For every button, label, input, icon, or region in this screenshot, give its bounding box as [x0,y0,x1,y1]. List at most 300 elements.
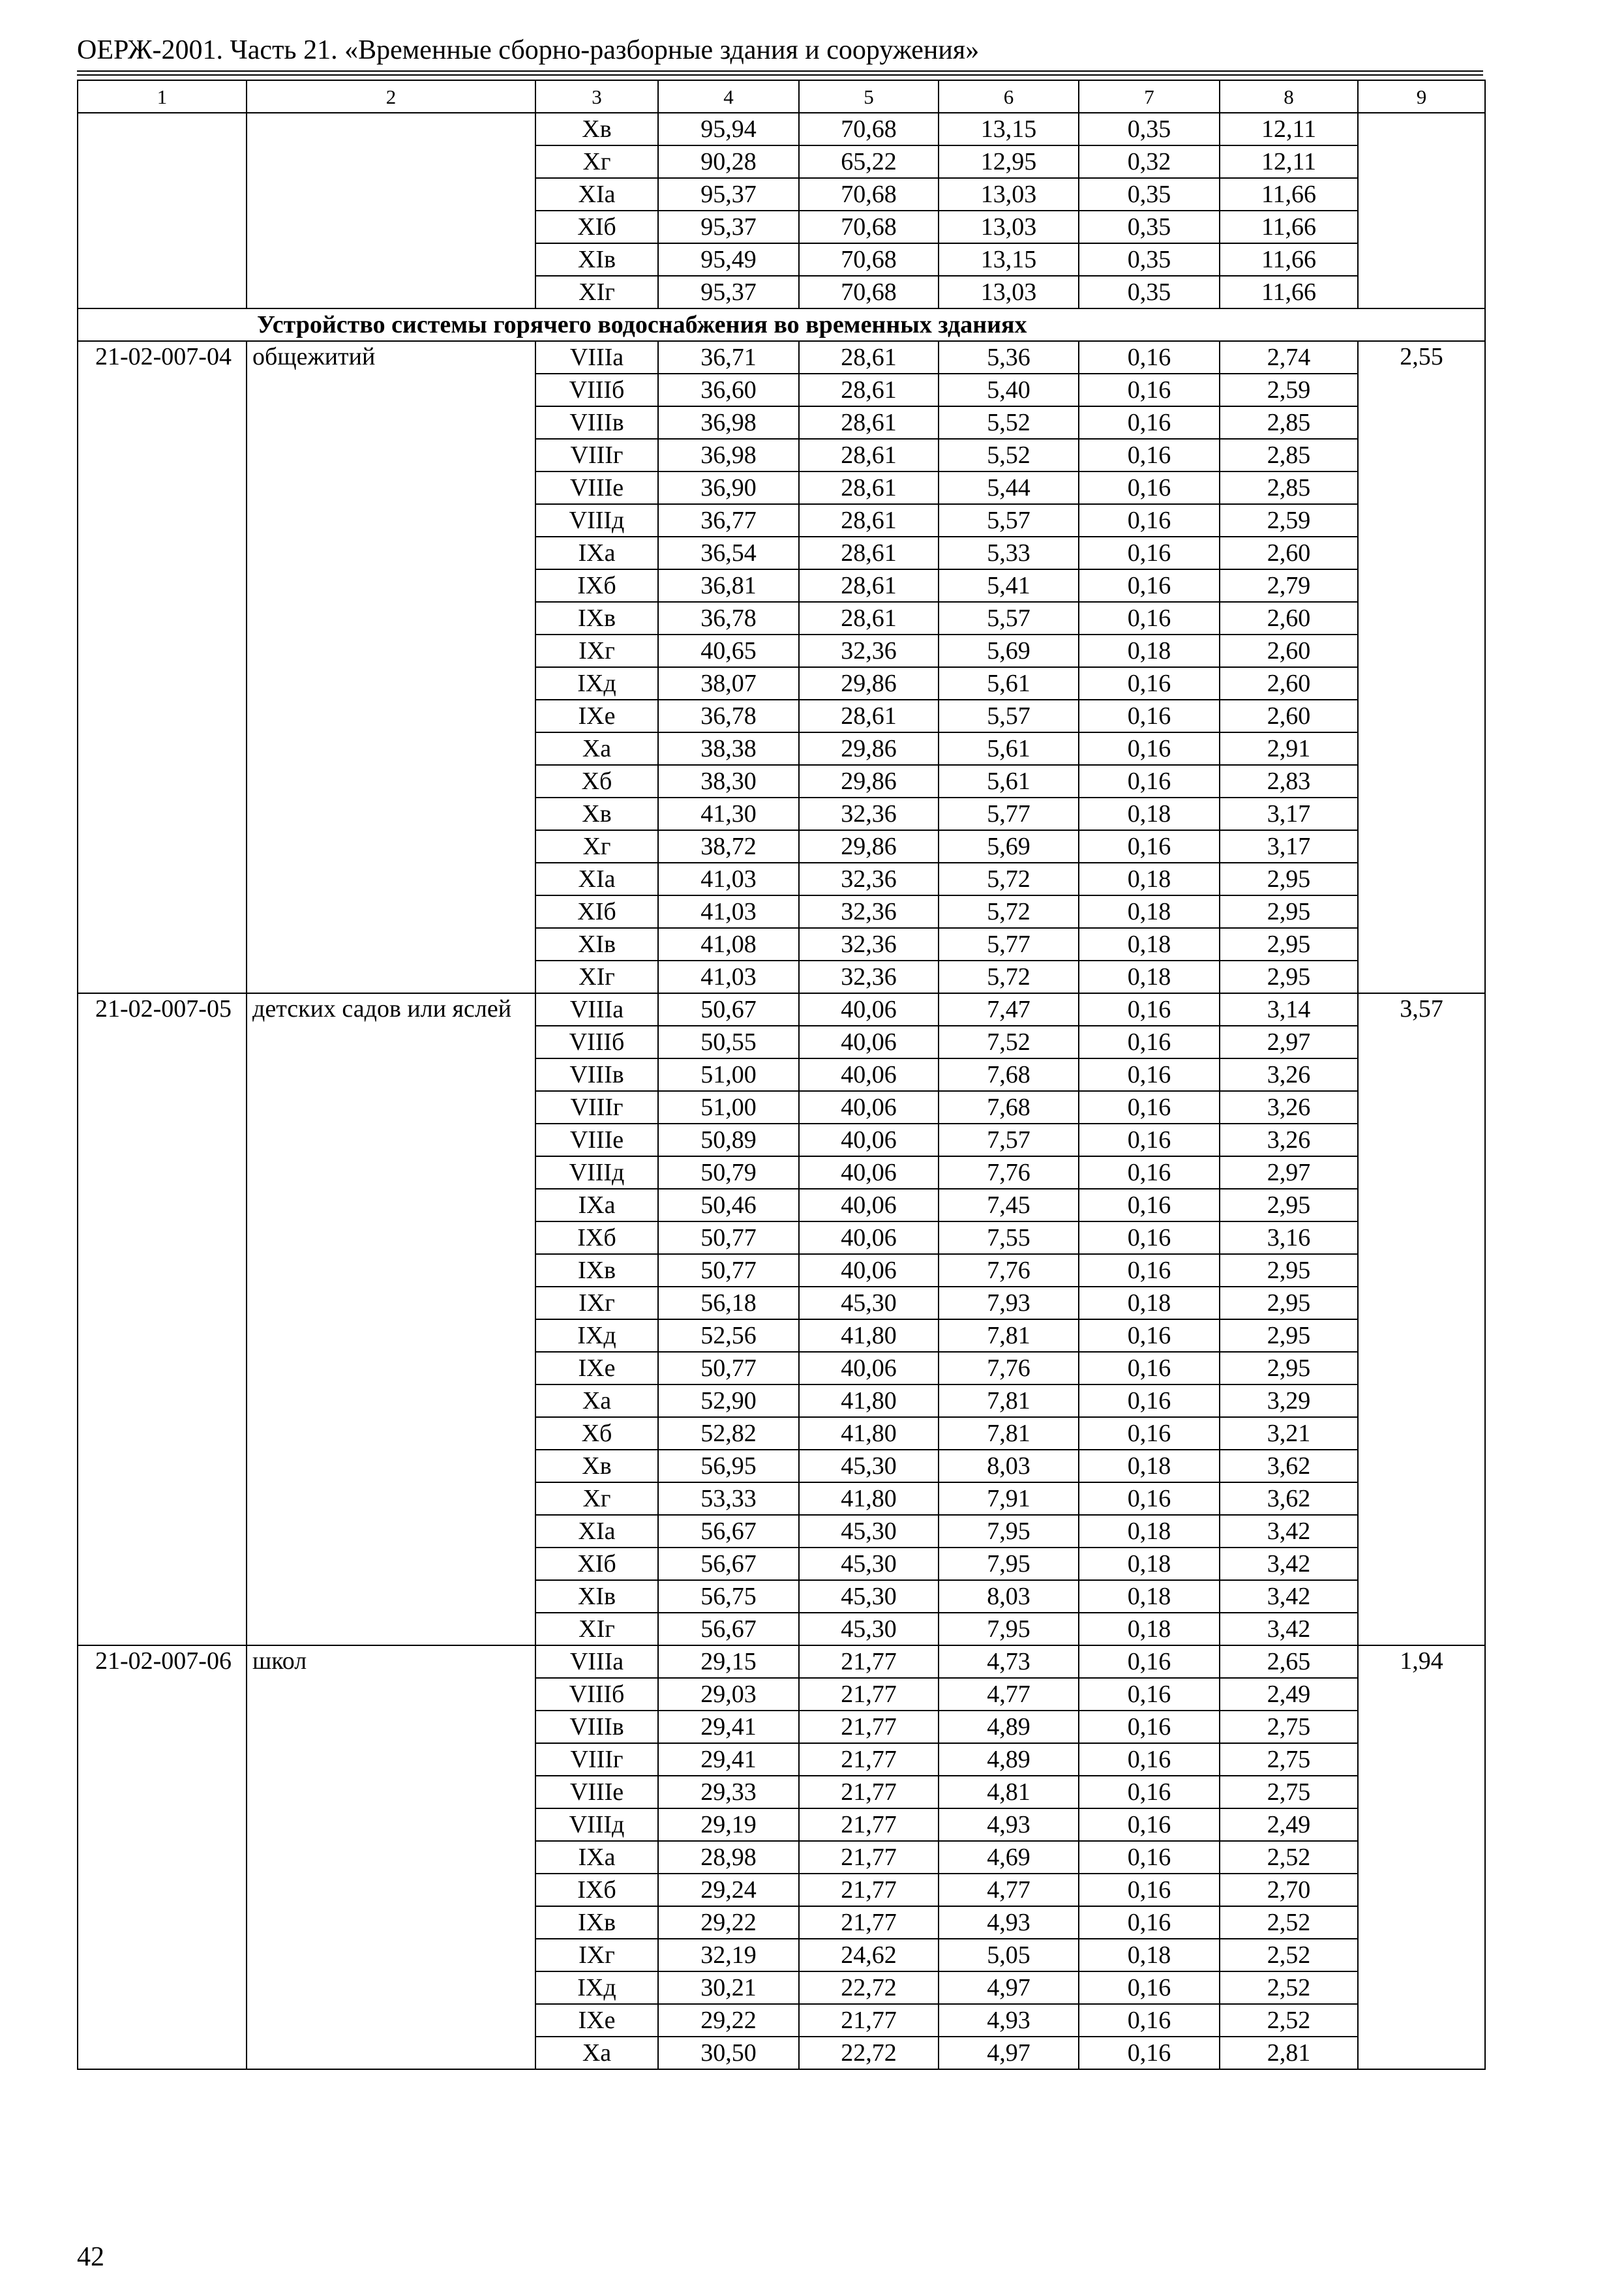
value-col7-cell: 0,18 [1079,798,1220,830]
value-col8-cell: 2,95 [1220,928,1358,961]
value-col7-cell: 0,16 [1079,765,1220,798]
value-col4-cell: 29,24 [658,1874,799,1906]
value-col7-cell: 0,16 [1079,1026,1220,1058]
value-col4-cell: 52,90 [658,1384,799,1417]
zone-cell: IХе [535,1352,658,1384]
value-col6-cell: 7,52 [939,1026,1079,1058]
zone-cell: VIIIг [535,1743,658,1776]
zone-cell: VIIIд [535,504,658,537]
zone-cell: Ха [535,732,658,765]
value-col8-cell: 12,11 [1220,145,1358,178]
value-col8-cell: 2,85 [1220,439,1358,471]
value-col5-cell: 32,36 [799,863,939,895]
value-col6-cell: 7,57 [939,1124,1079,1156]
value-col8-cell: 2,60 [1220,700,1358,732]
value-col5-cell: 28,61 [799,569,939,602]
value-col5-cell: 45,30 [799,1580,939,1613]
value-col8-cell: 2,49 [1220,1678,1358,1711]
value-col6-cell: 7,95 [939,1613,1079,1645]
value-col4-cell: 36,81 [658,569,799,602]
value-col4-cell: 29,41 [658,1711,799,1743]
value-col5-cell: 32,36 [799,895,939,928]
value-col8-cell: 3,62 [1220,1450,1358,1482]
value-col7-cell: 0,16 [1079,1808,1220,1841]
value-col7-cell: 0,16 [1079,1058,1220,1091]
value-col8-cell: 3,17 [1220,830,1358,863]
value-col4-cell: 32,19 [658,1939,799,1971]
value-col7-cell: 0,18 [1079,1450,1220,1482]
value-col7-cell: 0,16 [1079,439,1220,471]
value-col8-cell: 11,66 [1220,211,1358,243]
zone-cell: Хг [535,145,658,178]
zone-cell: IХа [535,1841,658,1874]
value-col6-cell: 5,69 [939,830,1079,863]
value-col8-cell: 2,59 [1220,504,1358,537]
col9-value: 3,57 [1358,993,1485,1645]
value-col8-cell: 3,26 [1220,1058,1358,1091]
value-col7-cell: 0,18 [1079,961,1220,993]
value-col4-cell: 52,56 [658,1319,799,1352]
value-col7-cell: 0,18 [1079,928,1220,961]
zone-cell: IХе [535,700,658,732]
zone-cell: VIIIд [535,1156,658,1189]
value-col5-cell: 40,06 [799,1124,939,1156]
zone-cell: VIIIа [535,1645,658,1678]
value-col6-cell: 8,03 [939,1450,1079,1482]
zone-cell: ХIб [535,1548,658,1580]
value-col7-cell: 0,35 [1079,178,1220,211]
value-col5-cell: 21,77 [799,1906,939,1939]
zone-cell: Хб [535,765,658,798]
zone-cell: Хб [535,1417,658,1450]
name-cell [247,113,535,308]
zone-cell: VIIIб [535,1026,658,1058]
zone-cell: ХIб [535,895,658,928]
value-col8-cell: 2,95 [1220,1189,1358,1221]
column-number: 5 [799,80,939,113]
value-col6-cell: 5,72 [939,863,1079,895]
value-col5-cell: 40,06 [799,1352,939,1384]
value-col6-cell: 5,69 [939,635,1079,667]
value-col4-cell: 29,15 [658,1645,799,1678]
zone-cell: ХIг [535,1613,658,1645]
zone-cell: Хг [535,830,658,863]
value-col4-cell: 56,75 [658,1580,799,1613]
zone-cell: VIIIа [535,341,658,374]
value-col4-cell: 36,98 [658,406,799,439]
value-col4-cell: 56,67 [658,1613,799,1645]
value-col7-cell: 0,16 [1079,1906,1220,1939]
value-col4-cell: 29,22 [658,2004,799,2037]
value-col6-cell: 5,05 [939,1939,1079,1971]
value-col5-cell: 28,61 [799,406,939,439]
value-col7-cell: 0,16 [1079,1319,1220,1352]
value-col6-cell: 5,44 [939,471,1079,504]
column-number: 4 [658,80,799,113]
value-col8-cell: 11,66 [1220,243,1358,276]
value-col8-cell: 2,52 [1220,1841,1358,1874]
value-col7-cell: 0,16 [1079,1776,1220,1808]
value-col5-cell: 45,30 [799,1450,939,1482]
zone-cell: VIIIе [535,471,658,504]
zone-cell: Хв [535,113,658,145]
value-col7-cell: 0,16 [1079,830,1220,863]
zone-cell: VIIIг [535,1091,658,1124]
value-col8-cell: 3,42 [1220,1580,1358,1613]
value-col6-cell: 5,57 [939,602,1079,635]
value-col7-cell: 0,16 [1079,1841,1220,1874]
value-col6-cell: 8,03 [939,1580,1079,1613]
norm-name: детских садов или яслей [247,993,535,1645]
value-col6-cell: 4,77 [939,1874,1079,1906]
value-col8-cell: 2,95 [1220,961,1358,993]
value-col7-cell: 0,16 [1079,1384,1220,1417]
value-col5-cell: 28,61 [799,700,939,732]
value-col6-cell: 13,03 [939,211,1079,243]
value-col5-cell: 28,61 [799,537,939,569]
value-col7-cell: 0,16 [1079,406,1220,439]
value-col6-cell: 7,95 [939,1515,1079,1548]
value-col7-cell: 0,16 [1079,1482,1220,1515]
value-col8-cell: 3,26 [1220,1091,1358,1124]
value-col6-cell: 5,72 [939,895,1079,928]
value-col4-cell: 41,30 [658,798,799,830]
norm-name: общежитий [247,341,535,993]
value-col7-cell: 0,16 [1079,1417,1220,1450]
value-col6-cell: 7,81 [939,1384,1079,1417]
value-col5-cell: 21,77 [799,2004,939,2037]
value-col8-cell: 3,17 [1220,798,1358,830]
value-col5-cell: 41,80 [799,1384,939,1417]
value-col4-cell: 29,33 [658,1776,799,1808]
value-col7-cell: 0,16 [1079,504,1220,537]
value-col7-cell: 0,16 [1079,569,1220,602]
value-col7-cell: 0,16 [1079,993,1220,1026]
value-col7-cell: 0,18 [1079,895,1220,928]
value-col7-cell: 0,16 [1079,1189,1220,1221]
table-row [78,113,1485,145]
value-col5-cell: 32,36 [799,928,939,961]
value-col6-cell: 7,93 [939,1287,1079,1319]
value-col4-cell: 50,89 [658,1124,799,1156]
value-col4-cell: 50,55 [658,1026,799,1058]
column-number: 8 [1220,80,1358,113]
value-col4-cell: 29,41 [658,1743,799,1776]
norm-code: 21-02-007-06 [78,1645,247,2069]
value-col7-cell: 0,16 [1079,2037,1220,2069]
value-col5-cell: 40,06 [799,1058,939,1091]
page-number: 42 [77,2242,104,2272]
value-col4-cell: 95,94 [658,113,799,145]
zone-cell: IХв [535,1906,658,1939]
column-number: 7 [1079,80,1220,113]
value-col5-cell: 29,86 [799,830,939,863]
value-col5-cell: 41,80 [799,1417,939,1450]
value-col8-cell: 2,91 [1220,732,1358,765]
value-col8-cell: 2,49 [1220,1808,1358,1841]
value-col4-cell: 56,67 [658,1548,799,1580]
value-col5-cell: 29,86 [799,765,939,798]
col9-cell [1358,113,1485,308]
value-col8-cell: 2,75 [1220,1711,1358,1743]
value-col5-cell: 21,77 [799,1776,939,1808]
value-col4-cell: 30,21 [658,1971,799,2004]
value-col7-cell: 0,16 [1079,1156,1220,1189]
value-col7-cell: 0,16 [1079,1124,1220,1156]
value-col4-cell: 41,03 [658,895,799,928]
value-col8-cell: 3,14 [1220,993,1358,1026]
value-col4-cell: 56,18 [658,1287,799,1319]
value-col4-cell: 38,72 [658,830,799,863]
value-col7-cell: 0,18 [1079,863,1220,895]
zone-cell: IХд [535,667,658,700]
value-col8-cell: 2,52 [1220,2004,1358,2037]
value-col5-cell: 28,61 [799,471,939,504]
value-col4-cell: 50,77 [658,1352,799,1384]
value-col8-cell: 3,62 [1220,1482,1358,1515]
norms-table-body [78,80,1485,2069]
value-col5-cell: 21,77 [799,1874,939,1906]
value-col5-cell: 28,61 [799,602,939,635]
value-col8-cell: 2,65 [1220,1645,1358,1678]
value-col8-cell: 3,42 [1220,1548,1358,1580]
value-col7-cell: 0,16 [1079,732,1220,765]
value-col6-cell: 4,77 [939,1678,1079,1711]
value-col4-cell: 50,77 [658,1254,799,1287]
norm-name: школ [247,1645,535,2069]
value-col7-cell: 0,16 [1079,1971,1220,2004]
value-col6-cell: 5,77 [939,928,1079,961]
value-col4-cell: 50,46 [658,1189,799,1221]
zone-cell: IХд [535,1319,658,1352]
value-col4-cell: 41,03 [658,961,799,993]
value-col4-cell: 51,00 [658,1058,799,1091]
value-col5-cell: 45,30 [799,1515,939,1548]
value-col8-cell: 2,70 [1220,1874,1358,1906]
zone-cell: ХIа [535,1515,658,1548]
value-col7-cell: 0,18 [1079,1515,1220,1548]
value-col6-cell: 7,68 [939,1058,1079,1091]
header-rule [77,74,1483,76]
value-col8-cell: 2,60 [1220,667,1358,700]
value-col7-cell: 0,16 [1079,602,1220,635]
value-col7-cell: 0,16 [1079,537,1220,569]
value-col7-cell: 0,18 [1079,1939,1220,1971]
value-col8-cell: 3,16 [1220,1221,1358,1254]
value-col5-cell: 41,80 [799,1319,939,1352]
value-col4-cell: 41,03 [658,863,799,895]
value-col7-cell: 0,35 [1079,243,1220,276]
value-col5-cell: 21,77 [799,1678,939,1711]
value-col8-cell: 3,42 [1220,1515,1358,1548]
zone-cell: IХг [535,635,658,667]
value-col7-cell: 0,18 [1079,1548,1220,1580]
value-col5-cell: 40,06 [799,993,939,1026]
value-col5-cell: 45,30 [799,1287,939,1319]
value-col7-cell: 0,16 [1079,1254,1220,1287]
value-col5-cell: 40,06 [799,1156,939,1189]
value-col6-cell: 7,68 [939,1091,1079,1124]
zone-cell: IХд [535,1971,658,2004]
value-col8-cell: 12,11 [1220,113,1358,145]
value-col5-cell: 40,06 [799,1091,939,1124]
value-col5-cell: 28,61 [799,439,939,471]
value-col5-cell: 21,77 [799,1808,939,1841]
value-col7-cell: 0,18 [1079,1580,1220,1613]
zone-cell: ХIг [535,961,658,993]
value-col7-cell: 0,16 [1079,1874,1220,1906]
value-col8-cell: 2,60 [1220,602,1358,635]
value-col7-cell: 0,35 [1079,113,1220,145]
value-col4-cell: 29,03 [658,1678,799,1711]
value-col7-cell: 0,35 [1079,276,1220,308]
value-col7-cell: 0,16 [1079,1711,1220,1743]
zone-cell: VIIIе [535,1776,658,1808]
value-col8-cell: 2,60 [1220,635,1358,667]
zone-cell: VIIIд [535,1808,658,1841]
value-col5-cell: 21,77 [799,1711,939,1743]
value-col5-cell: 70,68 [799,211,939,243]
value-col6-cell: 5,77 [939,798,1079,830]
value-col7-cell: 0,35 [1079,211,1220,243]
zone-cell: IХг [535,1939,658,1971]
value-col7-cell: 0,32 [1079,145,1220,178]
value-col8-cell: 3,42 [1220,1613,1358,1645]
value-col8-cell: 2,75 [1220,1743,1358,1776]
value-col6-cell: 5,61 [939,765,1079,798]
value-col7-cell: 0,16 [1079,341,1220,374]
value-col8-cell: 2,75 [1220,1776,1358,1808]
value-col6-cell: 4,93 [939,1906,1079,1939]
value-col4-cell: 28,98 [658,1841,799,1874]
value-col6-cell: 7,76 [939,1352,1079,1384]
value-col6-cell: 5,52 [939,439,1079,471]
value-col8-cell: 2,95 [1220,1287,1358,1319]
value-col4-cell: 36,78 [658,602,799,635]
value-col8-cell: 2,83 [1220,765,1358,798]
value-col5-cell: 28,61 [799,341,939,374]
column-number: 1 [78,80,247,113]
section-heading-row [78,308,1485,341]
zone-cell: VIIIб [535,374,658,406]
value-col8-cell: 2,95 [1220,1254,1358,1287]
value-col4-cell: 50,67 [658,993,799,1026]
value-col6-cell: 7,91 [939,1482,1079,1515]
value-col5-cell: 40,06 [799,1221,939,1254]
value-col8-cell: 2,95 [1220,895,1358,928]
value-col5-cell: 40,06 [799,1189,939,1221]
value-col8-cell: 2,79 [1220,569,1358,602]
value-col4-cell: 36,60 [658,374,799,406]
value-col7-cell: 0,18 [1079,635,1220,667]
value-col6-cell: 7,76 [939,1254,1079,1287]
value-col6-cell: 4,89 [939,1711,1079,1743]
value-col5-cell: 32,36 [799,635,939,667]
zone-cell: Хв [535,798,658,830]
value-col8-cell: 2,97 [1220,1026,1358,1058]
value-col7-cell: 0,16 [1079,1678,1220,1711]
value-col8-cell: 3,29 [1220,1384,1358,1417]
value-col8-cell: 2,52 [1220,1906,1358,1939]
value-col6-cell: 7,45 [939,1189,1079,1221]
value-col4-cell: 36,98 [658,439,799,471]
value-col8-cell: 3,26 [1220,1124,1358,1156]
zone-cell: ХIа [535,863,658,895]
value-col8-cell: 2,52 [1220,1939,1358,1971]
value-col5-cell: 32,36 [799,798,939,830]
value-col4-cell: 95,37 [658,276,799,308]
table-row [78,341,1485,374]
zone-cell: ХIа [535,178,658,211]
value-col6-cell: 13,03 [939,276,1079,308]
value-col6-cell: 13,15 [939,113,1079,145]
value-col6-cell: 5,36 [939,341,1079,374]
column-number: 9 [1358,80,1485,113]
value-col5-cell: 45,30 [799,1613,939,1645]
value-col8-cell: 2,95 [1220,1352,1358,1384]
norm-code: 21-02-007-04 [78,341,247,993]
value-col5-cell: 22,72 [799,2037,939,2069]
value-col7-cell: 0,18 [1079,1613,1220,1645]
value-col5-cell: 29,86 [799,732,939,765]
value-col4-cell: 29,22 [658,1906,799,1939]
value-col6-cell: 4,81 [939,1776,1079,1808]
value-col5-cell: 70,68 [799,178,939,211]
value-col8-cell: 2,60 [1220,537,1358,569]
value-col6-cell: 5,33 [939,537,1079,569]
norms-table [77,80,1486,2070]
value-col5-cell: 40,06 [799,1026,939,1058]
value-col4-cell: 52,82 [658,1417,799,1450]
value-col7-cell: 0,16 [1079,471,1220,504]
value-col5-cell: 32,36 [799,961,939,993]
zone-cell: IХв [535,602,658,635]
value-col6-cell: 7,81 [939,1319,1079,1352]
value-col5-cell: 70,68 [799,243,939,276]
value-col7-cell: 0,16 [1079,2004,1220,2037]
value-col6-cell: 5,52 [939,406,1079,439]
value-col4-cell: 51,00 [658,1091,799,1124]
zone-cell: ХIв [535,1580,658,1613]
value-col6-cell: 4,97 [939,2037,1079,2069]
zone-cell: IХв [535,1254,658,1287]
value-col4-cell: 38,07 [658,667,799,700]
value-col5-cell: 28,61 [799,374,939,406]
value-col7-cell: 0,16 [1079,1645,1220,1678]
value-col8-cell: 2,81 [1220,2037,1358,2069]
value-col8-cell: 2,95 [1220,863,1358,895]
zone-cell: VIIIв [535,1058,658,1091]
value-col5-cell: 22,72 [799,1971,939,2004]
value-col5-cell: 21,77 [799,1841,939,1874]
zone-cell: IХб [535,1221,658,1254]
value-col5-cell: 21,77 [799,1743,939,1776]
value-col6-cell: 4,69 [939,1841,1079,1874]
zone-cell: VIIIе [535,1124,658,1156]
value-col8-cell: 2,52 [1220,1971,1358,2004]
value-col5-cell: 65,22 [799,145,939,178]
value-col5-cell: 70,68 [799,113,939,145]
value-col5-cell: 28,61 [799,504,939,537]
value-col4-cell: 36,54 [658,537,799,569]
zone-cell: VIIIг [535,439,658,471]
zone-cell: ХIв [535,243,658,276]
value-col6-cell: 7,81 [939,1417,1079,1450]
header-rule [77,70,1483,72]
value-col8-cell: 2,97 [1220,1156,1358,1189]
zone-cell: VIIIб [535,1678,658,1711]
value-col8-cell: 11,66 [1220,276,1358,308]
